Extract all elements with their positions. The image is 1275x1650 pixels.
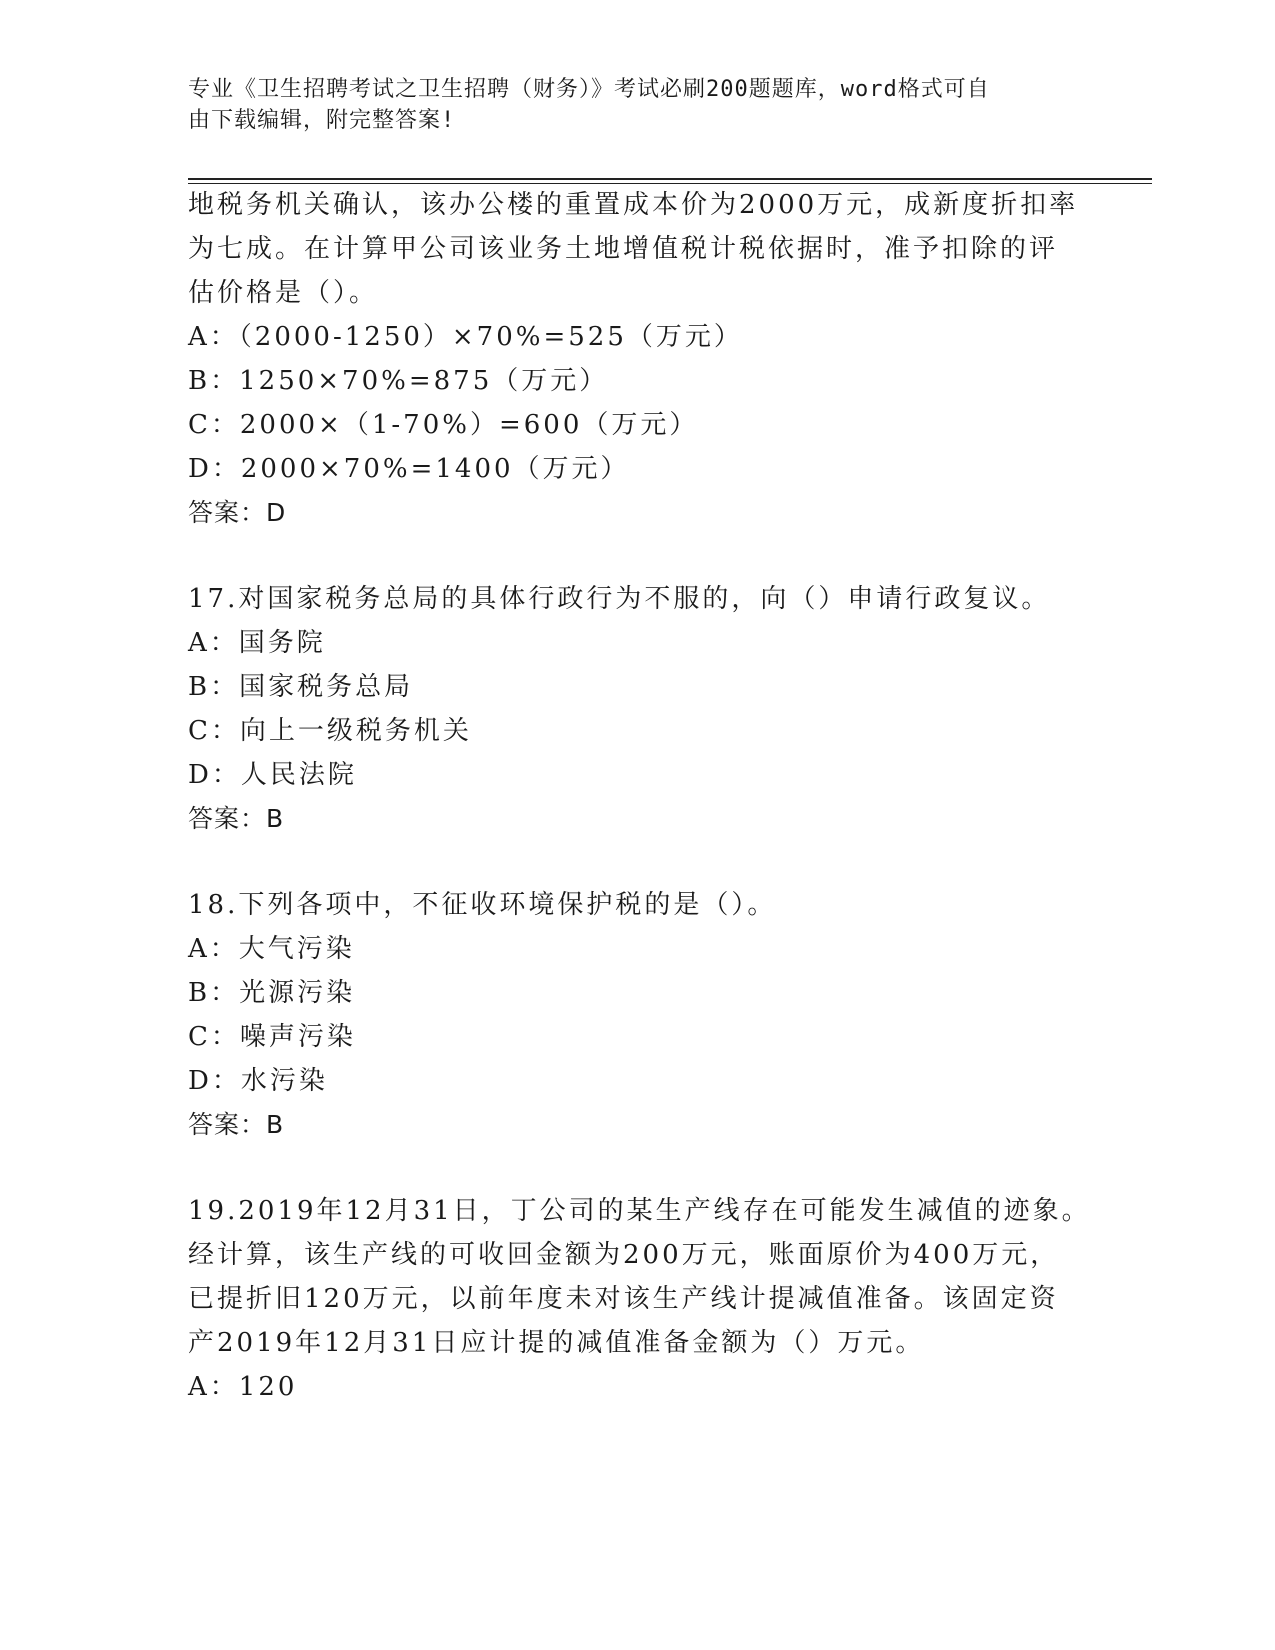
- q19-stem-line-2: 经计算，该生产线的可收回金额为200万元，账面原价为400万元，: [188, 1240, 1060, 1270]
- q17-answer: 答案：B: [188, 804, 285, 833]
- q16-stem-line-3: 估价格是（）。: [188, 278, 379, 308]
- q17-option-a: A：国务院: [188, 628, 326, 658]
- q19-stem-line-4: 产2019年12月31日应计提的减值准备金额为（）万元。: [188, 1328, 925, 1358]
- q19-stem-line-3: 已提折旧120万元，以前年度未对该生产线计提减值准备。该固定资: [188, 1284, 1059, 1314]
- q16-stem-line-2: 为七成。在计算甲公司该业务土地增值税计税依据时，准予扣除的评: [188, 234, 1059, 264]
- q18-option-a: A：大气污染: [188, 934, 355, 964]
- header-divider-thick: [188, 178, 1152, 180]
- q16-answer: 答案：D: [188, 498, 287, 527]
- q16-stem-line-1: 地税务机关确认，该办公楼的重置成本价为2000万元，成新度折扣率: [188, 190, 1079, 220]
- q16-option-b: B：1250×70%=875（万元）: [188, 366, 609, 396]
- q17-stem-line-1: 17.对国家税务总局的具体行政行为不服的，向（）申请行政复议。: [188, 584, 1051, 614]
- q18-option-b: B：光源污染: [188, 978, 356, 1008]
- q18-answer: 答案：B: [188, 1110, 285, 1139]
- q17-option-c: C：向上一级税务机关: [188, 716, 472, 746]
- q17-option-d: D：人民法院: [188, 760, 357, 790]
- q18-option-d: D：水污染: [188, 1066, 328, 1096]
- q19-option-a: A：120: [188, 1372, 298, 1402]
- q16-option-c: C：2000×（1-70%）=600（万元）: [188, 410, 699, 440]
- header-line-1: 专业《卫生招聘考试之卫生招聘（财务）》考试必刷200题题库，word格式可自: [188, 77, 990, 102]
- document-header: [188, 74, 1068, 136]
- header-line-2: 由下载编辑，附完整答案!: [188, 108, 456, 133]
- header-divider-thin: [188, 183, 1152, 184]
- q16-option-d: D：2000×70%=1400（万元）: [188, 454, 630, 484]
- q18-option-c: C：噪声污染: [188, 1022, 356, 1052]
- q16-option-a: A：（2000-1250）×70%=525（万元）: [188, 322, 743, 352]
- q17-option-b: B：国家税务总局: [188, 672, 414, 702]
- q19-stem-line-1: 19.2019年12月31日，丁公司的某生产线存在可能发生减值的迹象。: [188, 1196, 1091, 1226]
- q18-stem-line-1: 18.下列各项中，不征收环境保护税的是（）。: [188, 890, 777, 920]
